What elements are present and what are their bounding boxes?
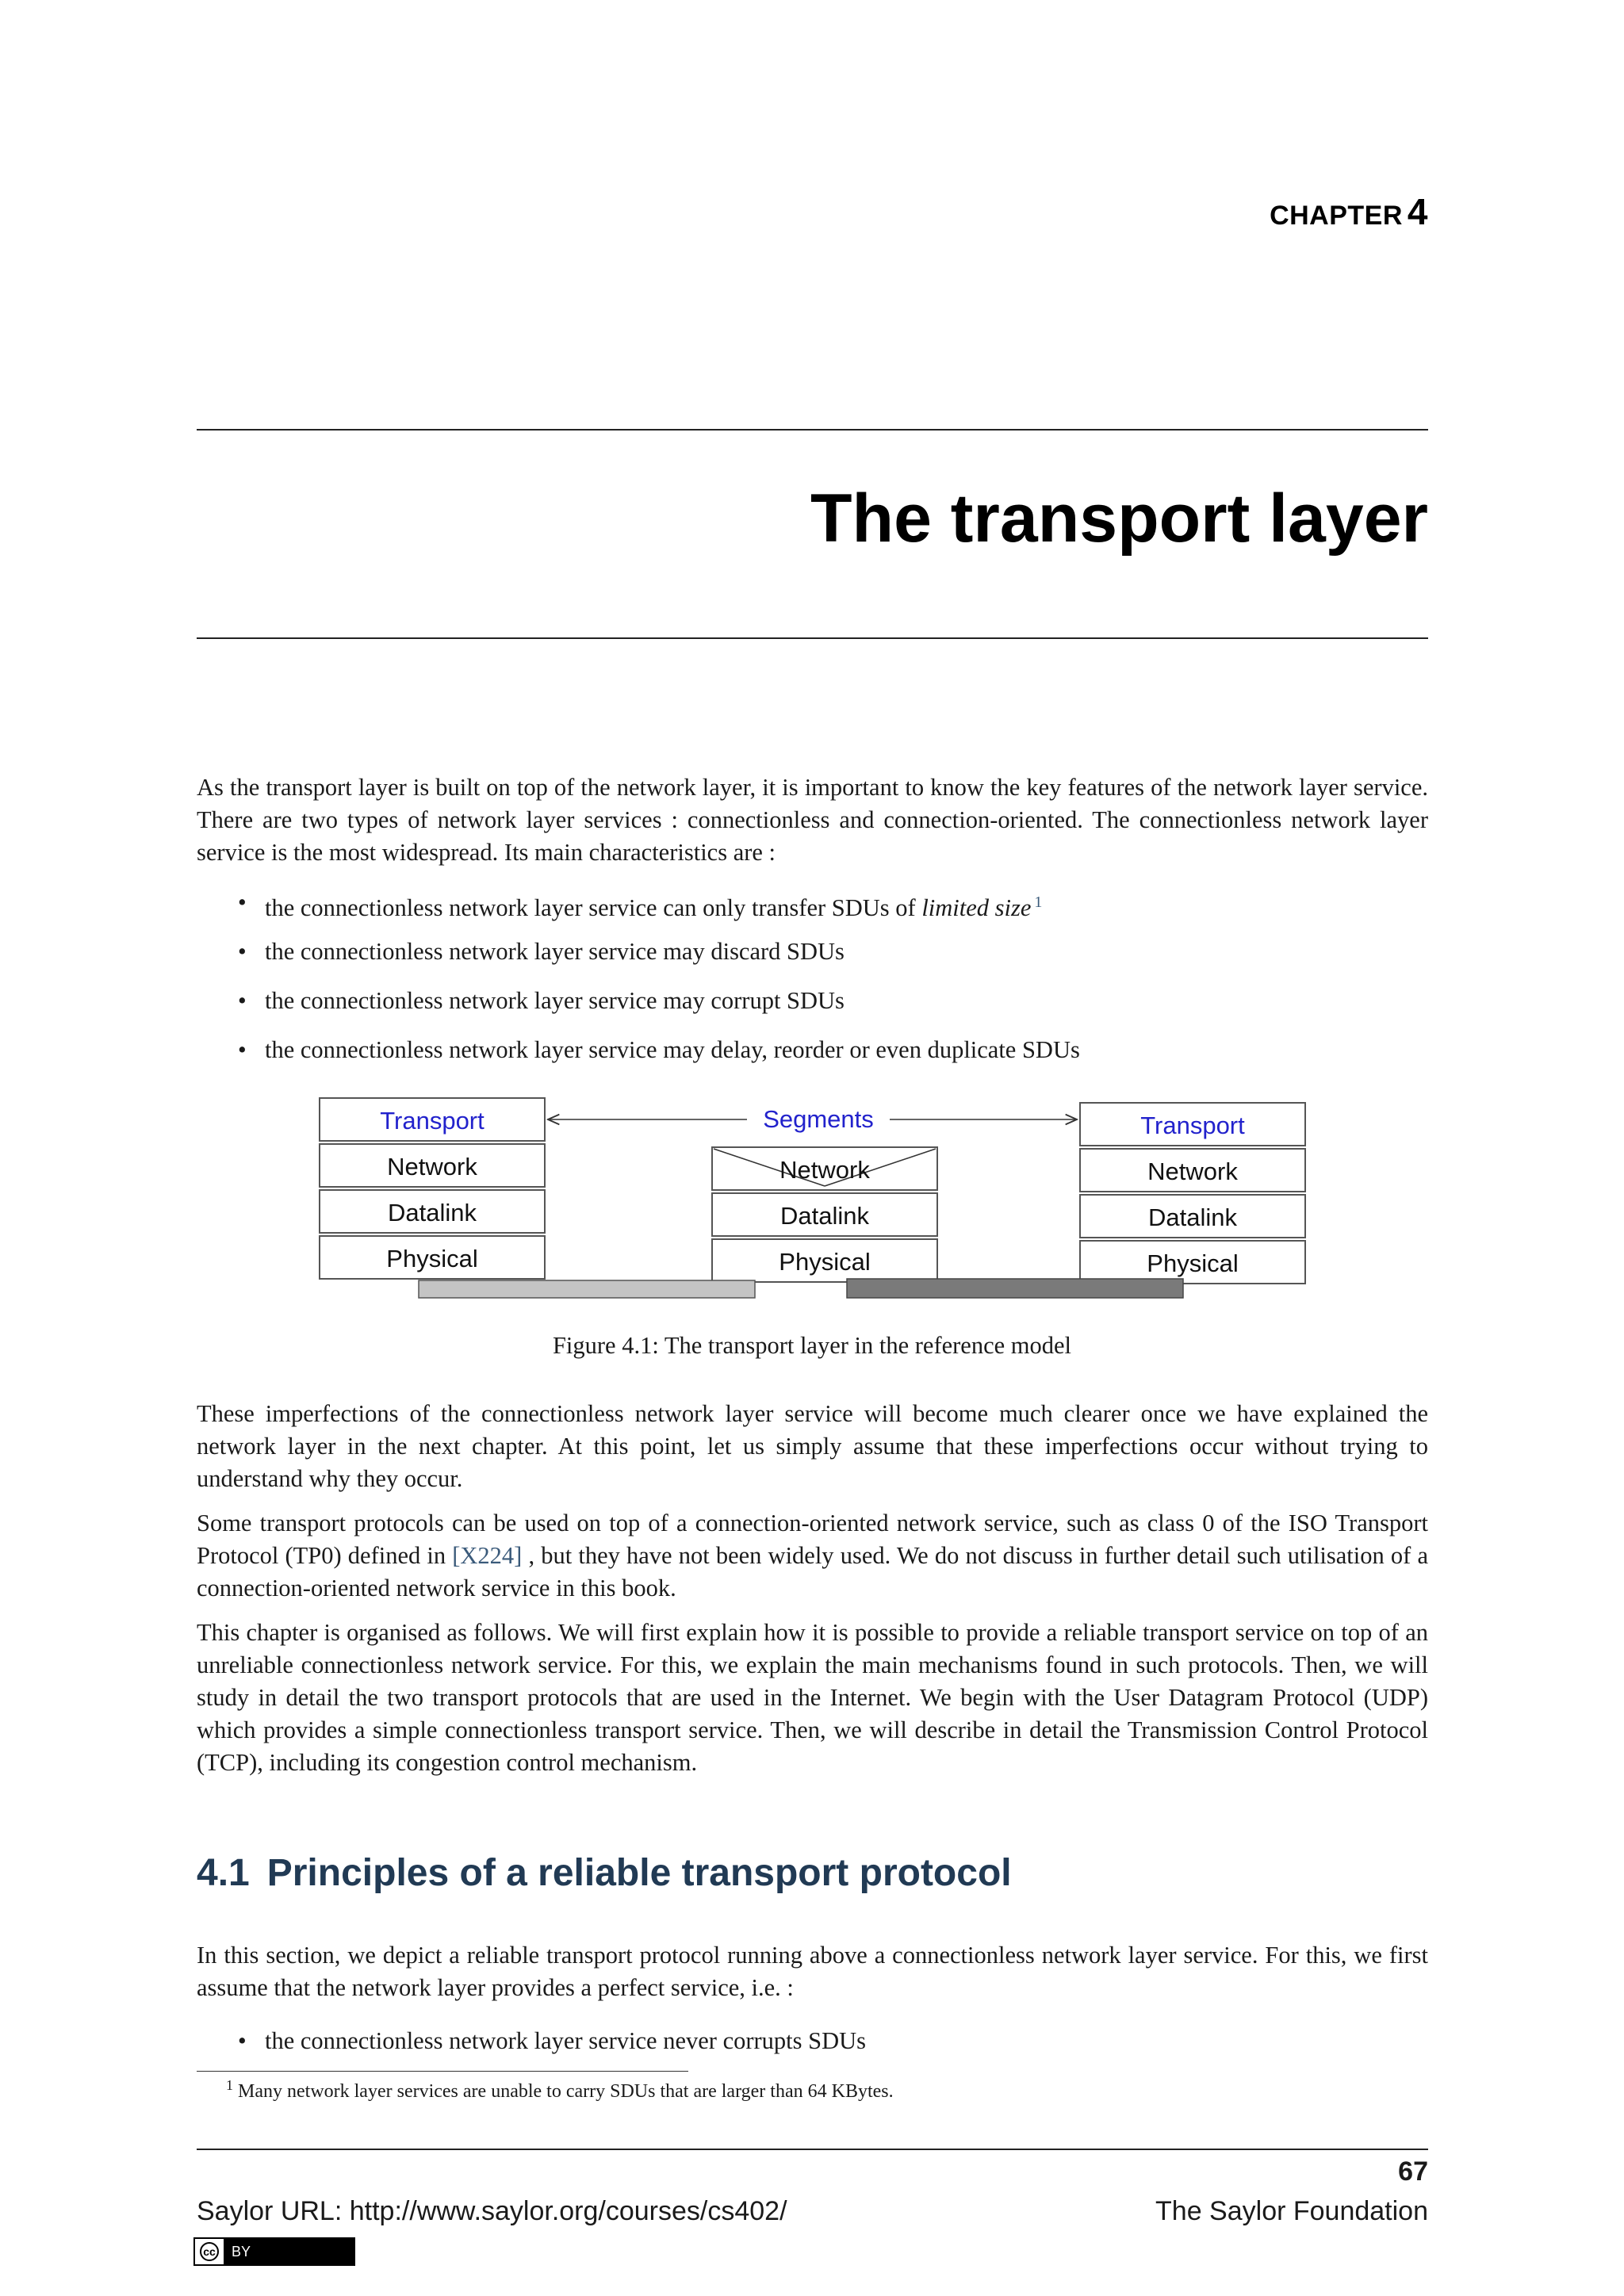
list-item: • the connectionless network layer service may discard SDUs xyxy=(238,936,1427,985)
chapter-title: The transport layer xyxy=(810,480,1428,557)
body-paragraph-1: These imperfections of the connectionless network layer service will become much clearer once we have explained the network layer in the next chapter. At this point, let us simply assume that these imperfections occur without trying to understand why they occur. xyxy=(197,1400,1428,1492)
body-paragraph-2: Some transport protocols can be used on top of a connection-oriented network service, such as class 0 of the ISO Transport Protocol (TP0) defined in [X224] , but they have not been widely used. We do not discuss in further detail such utilisation of a connection-oriented network service in this book. xyxy=(197,1510,1428,1601)
chapter-number: 4 xyxy=(1407,191,1428,232)
figure-caption: Figure 4.1: The transport layer in the reference model xyxy=(552,1332,1072,1359)
section-title-text: Principles of a reliable transport protocol xyxy=(266,1852,1012,1894)
title-rule-top xyxy=(197,429,1428,430)
cc-by-label: BY xyxy=(232,2243,251,2260)
list-item: • the connectionless network layer service may delay, reorder or even duplicate SDUs xyxy=(238,1034,1427,1083)
physical-link-left xyxy=(419,1280,755,1298)
chapter-label: CHAPTER 4 xyxy=(1270,191,1428,232)
body-text xyxy=(197,1398,1428,1791)
right-transport-label: Transport xyxy=(1140,1112,1245,1139)
left-datalink-label: Datalink xyxy=(388,1199,477,1226)
footer-rule xyxy=(197,2149,1428,2150)
list-item: • the connectionless network layer service may corrupt SDUs xyxy=(238,985,1427,1034)
citation-link[interactable]: [X224] xyxy=(452,1542,523,1569)
router-datalink-label: Datalink xyxy=(780,1202,869,1230)
list-item: • the connectionless network layer service never corrupts SDUs xyxy=(238,2025,1427,2074)
title-rule-bottom xyxy=(197,637,1428,639)
physical-link-right xyxy=(847,1279,1183,1298)
router-stack xyxy=(712,1147,937,1282)
footnote-mark: 1 xyxy=(226,2077,233,2093)
router-physical-label: Physical xyxy=(779,1248,871,1276)
creative-commons-badge[interactable] xyxy=(193,2237,355,2266)
left-host-stack xyxy=(320,1098,545,1279)
router-network-label: Network xyxy=(779,1156,870,1184)
list-item: • the connectionless network layer service can only transfer SDUs of limited size $^1$ xyxy=(238,886,1427,936)
reference-model-diagram xyxy=(317,1094,1308,1300)
publisher-name: The Saylor Foundation xyxy=(1155,2196,1428,2226)
cc-logo-icon: cc xyxy=(195,2239,225,2264)
intro-paragraph: As the transport layer is built on top of the network layer, it is important to know the key features of the network layer service. There are two types of network layer services : connectionless and connection-oriented. The connectionless network layer service is the most widespread. Its main characteristics are : xyxy=(197,774,1428,866)
footnote-text: Many network layer services are unable to carry SDUs that are larger than 64 KBytes. xyxy=(238,2081,894,2102)
right-datalink-label: Datalink xyxy=(1148,1203,1237,1231)
section-heading xyxy=(197,1851,1012,1895)
footnote-rule xyxy=(197,2071,688,2072)
page-number: 67 xyxy=(1398,2156,1428,2187)
segments-label: Segments xyxy=(763,1105,874,1133)
footnote xyxy=(226,2077,894,2103)
right-host-stack xyxy=(1080,1103,1305,1284)
right-physical-label: Physical xyxy=(1147,1249,1239,1277)
section-paragraph: In this section, we depict a reliable transport protocol running above a connectionless network layer service. For this, we first assume that the network layer provides a perfect service, i.e. : xyxy=(197,1942,1428,2001)
left-transport-label: Transport xyxy=(380,1107,485,1135)
intro-bullet-list xyxy=(238,886,1427,1083)
reference-model-figure xyxy=(317,1094,1308,1300)
saylor-url[interactable]: Saylor URL: http://www.saylor.org/courses/cs402/ xyxy=(197,2196,787,2226)
body-paragraph-3: This chapter is organised as follows. We will first explain how it is possible to provide a reliable transport service on top of an unreliable connectionless network service. For this, we explain the main mechanisms found in such protocols. Then, we will study in detail the two transport protocols that are used in the Internet. We begin with the User Datagram Protocol (UDP) which provides a simple connectionless transport service. Then, we will describe in detail the Transmission Control Protocol (TCP), including its congestion control mechanism. xyxy=(197,1619,1428,1776)
section-bullet-list xyxy=(238,2025,1427,2074)
left-network-label: Network xyxy=(387,1153,477,1181)
right-network-label: Network xyxy=(1147,1158,1238,1185)
footnote-ref[interactable]: 1 xyxy=(1034,894,1043,911)
section-number: 4.1 xyxy=(197,1852,250,1894)
left-physical-label: Physical xyxy=(386,1245,478,1272)
